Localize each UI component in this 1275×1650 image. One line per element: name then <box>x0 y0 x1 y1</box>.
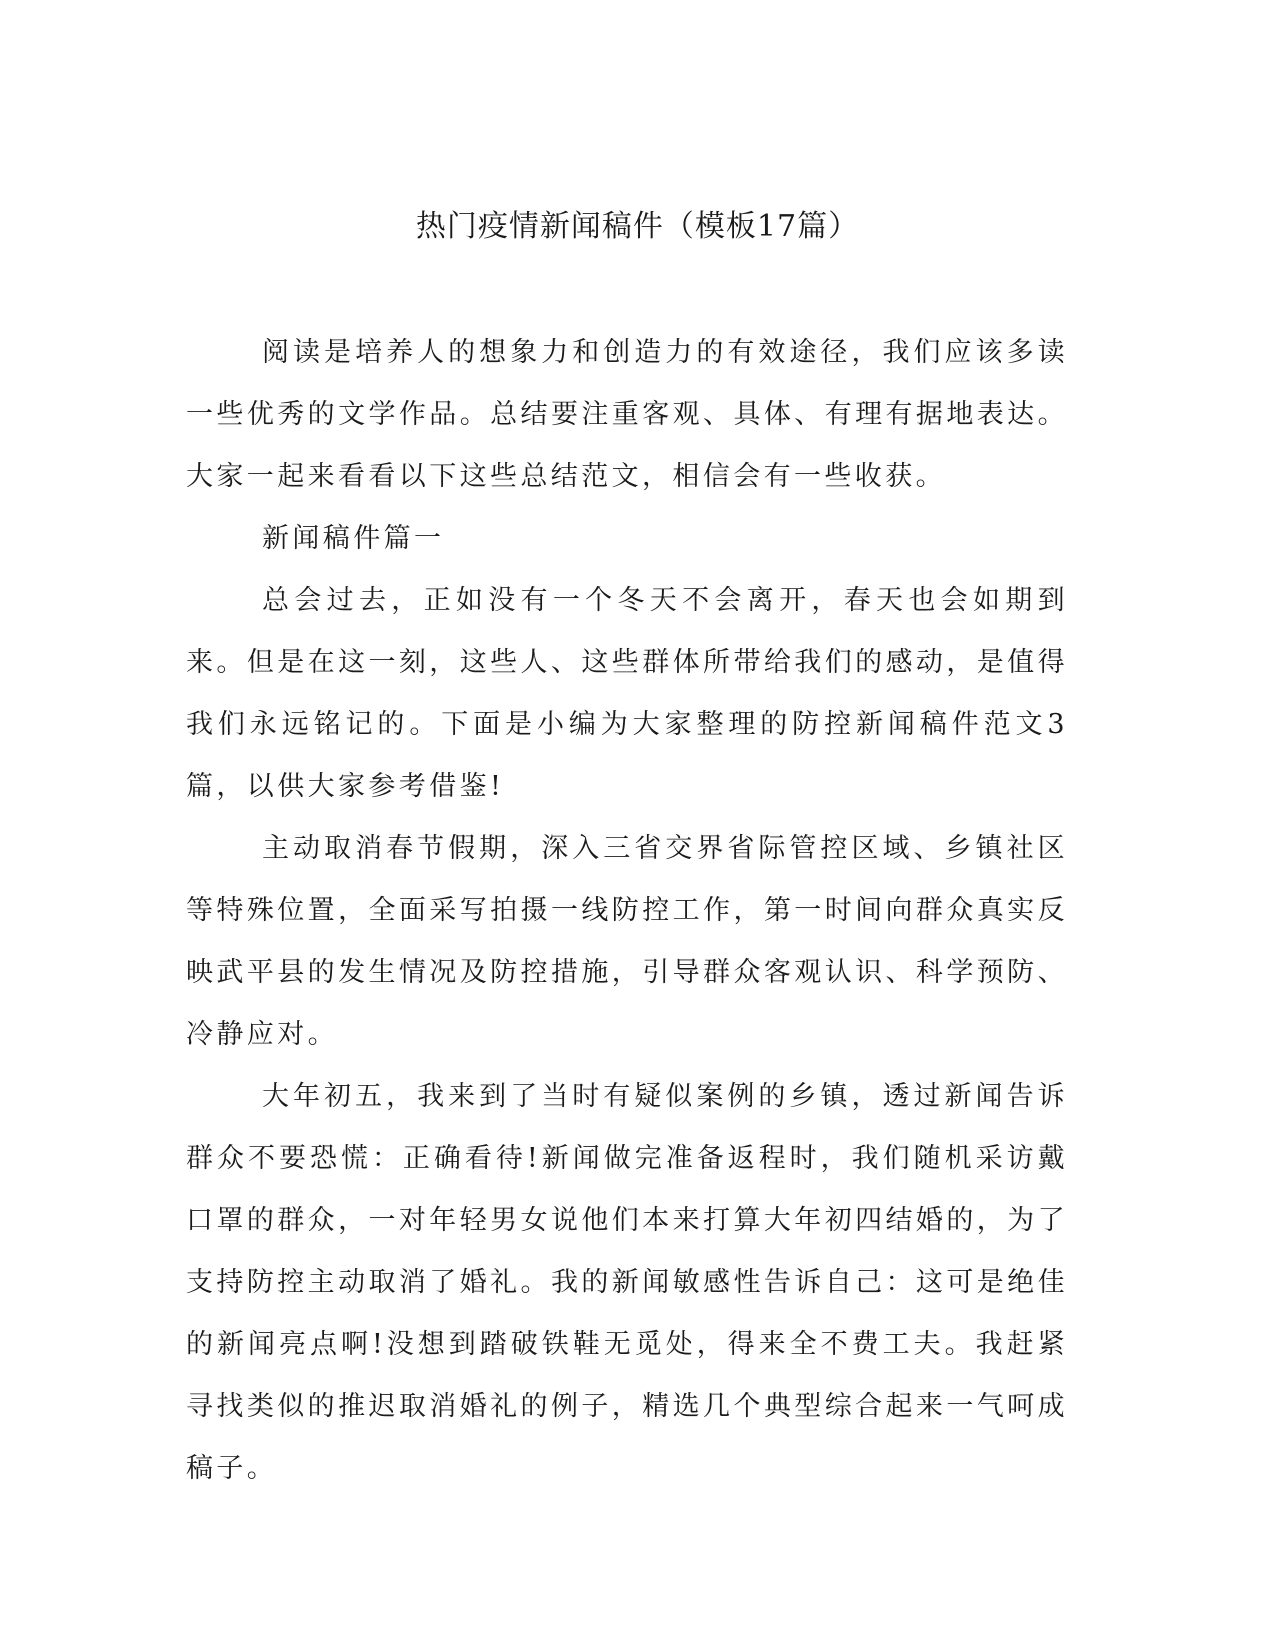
document-body <box>186 322 1068 1500</box>
paragraph: 主动取消春节假期，深入三省交界省际管控区域、乡镇社区等特殊位置，全面采写拍摄一线防控工作，第一时间向群众真实反映武平县的发生情况及防控措施，引导群众客观认识、科学预防、冷静应对。 <box>186 833 1068 1050</box>
paragraph-intro: 阅读是培养人的想象力和创造力的有效途径，我们应该多读一些优秀的文学作品。总结要注重客观、具体、有理有据地表达。大家一起来看看以下这些总结范文，相信会有一些收获。 <box>186 337 1068 492</box>
paragraph: 大年初五，我来到了当时有疑似案例的乡镇，透过新闻告诉群众不要恐慌：正确看待!新闻做完准备返程时，我们随机采访戴口罩的群众，一对年轻男女说他们本来打算大年初四结婚的，为了支持防控主动取消了婚礼。我的新闻敏感性告诉自己：这可是绝佳的新闻亮点啊!没想到踏破铁鞋无觅处，得来全不费工夫。我赶紧寻找类似的推迟取消婚礼的例子，精选几个典型综合起来一气呵成稿子。 <box>186 1081 1068 1484</box>
document-title: 热门疫情新闻稿件（模板17篇） <box>415 209 860 244</box>
section-heading: 新闻稿件篇一 <box>262 523 445 554</box>
paragraph: 总会过去，正如没有一个冬天不会离开，春天也会如期到来。但是在这一刻，这些人、这些群体所带给我们的感动，是值得我们永远铭记的。下面是小编为大家整理的防控新闻稿件范文3篇，以供大家参考借鉴! <box>186 585 1068 802</box>
